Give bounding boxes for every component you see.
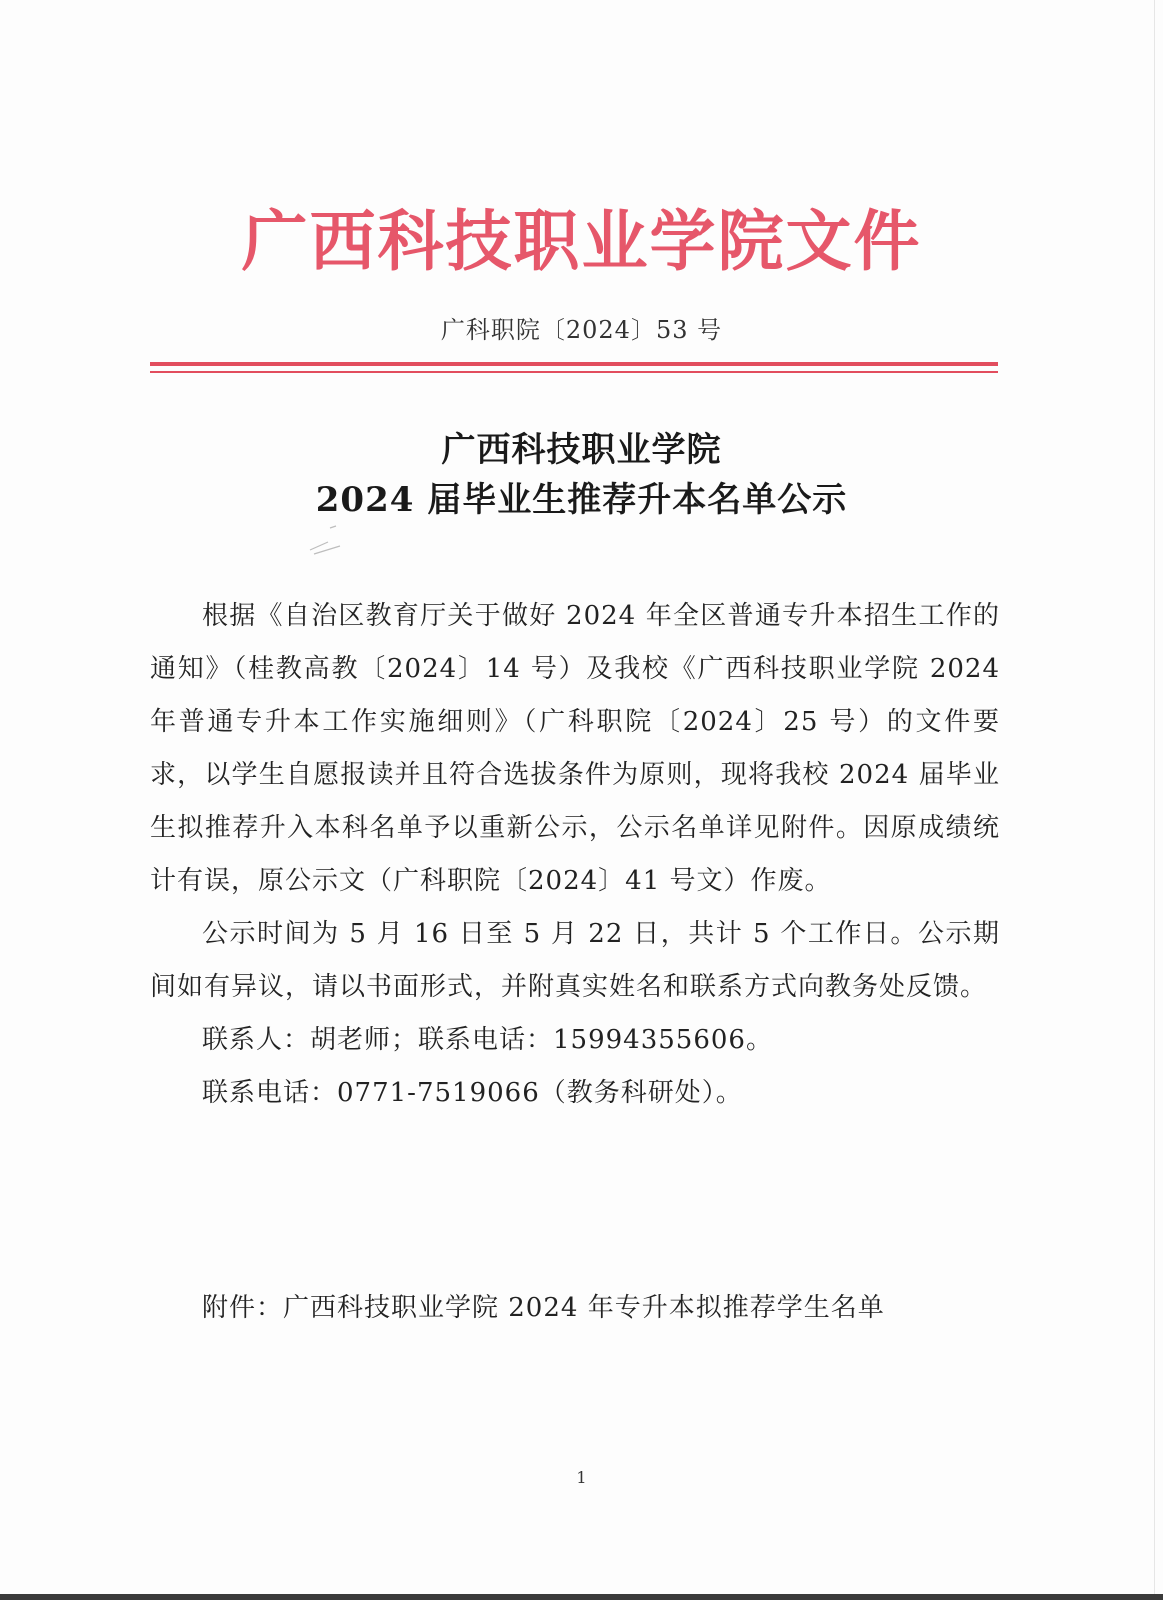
scan-edge-right <box>1154 0 1155 1600</box>
contact-person-line: 联系人：胡老师；联系电话：15994355606。 <box>202 1025 773 1055</box>
document-number: 广科职院〔2024〕53 号 <box>440 316 723 344</box>
contact-phone-line: 联系电话：0771-7519066（教务科研处）。 <box>202 1078 743 1108</box>
scan-edge-bottom <box>0 1594 1163 1600</box>
body-paragraph: 根据《自治区教育厅关于做好 2024 年全区普通专升本招生工作的通知》（桂教高教〔2024〕14 号）及我校《广西科技职业学院 2024 年普通专升本工作实施细则》（广科职院〔2024〕25 号）的文件要求，以学生自愿报读并且符合选拔条件为原则，现将我校 2024 届毕业生拟推荐升入本科名单予以重新公示，公示名单详见附件。因原成绩统计有误，原公示文（广科职院〔2024〕41 号文）作废。 <box>150 601 1000 896</box>
body-paragraph: 公示时间为 5 月 16 日至 5 月 22 日，共计 5 个工作日。公示期间如有异议，请以书面形式，并附真实姓名和联系方式向教务处反馈。 <box>150 919 1000 1002</box>
notice-body <box>150 590 1000 1120</box>
page-number: 1 <box>576 1468 587 1487</box>
notice-title-line1: 广西科技职业学院 <box>441 430 722 470</box>
document-header-title: 广西科技职业学院文件 <box>241 202 922 280</box>
header-rule-thick <box>150 362 998 366</box>
attachment-line: 附件：广西科技职业学院 2024 年专升本拟推荐学生名单 <box>202 1293 885 1323</box>
header-rule-thin <box>150 371 998 373</box>
notice-title-line2: 2024 届毕业生推荐升本名单公示 <box>315 480 848 520</box>
scan-smudge-mark <box>300 520 360 560</box>
